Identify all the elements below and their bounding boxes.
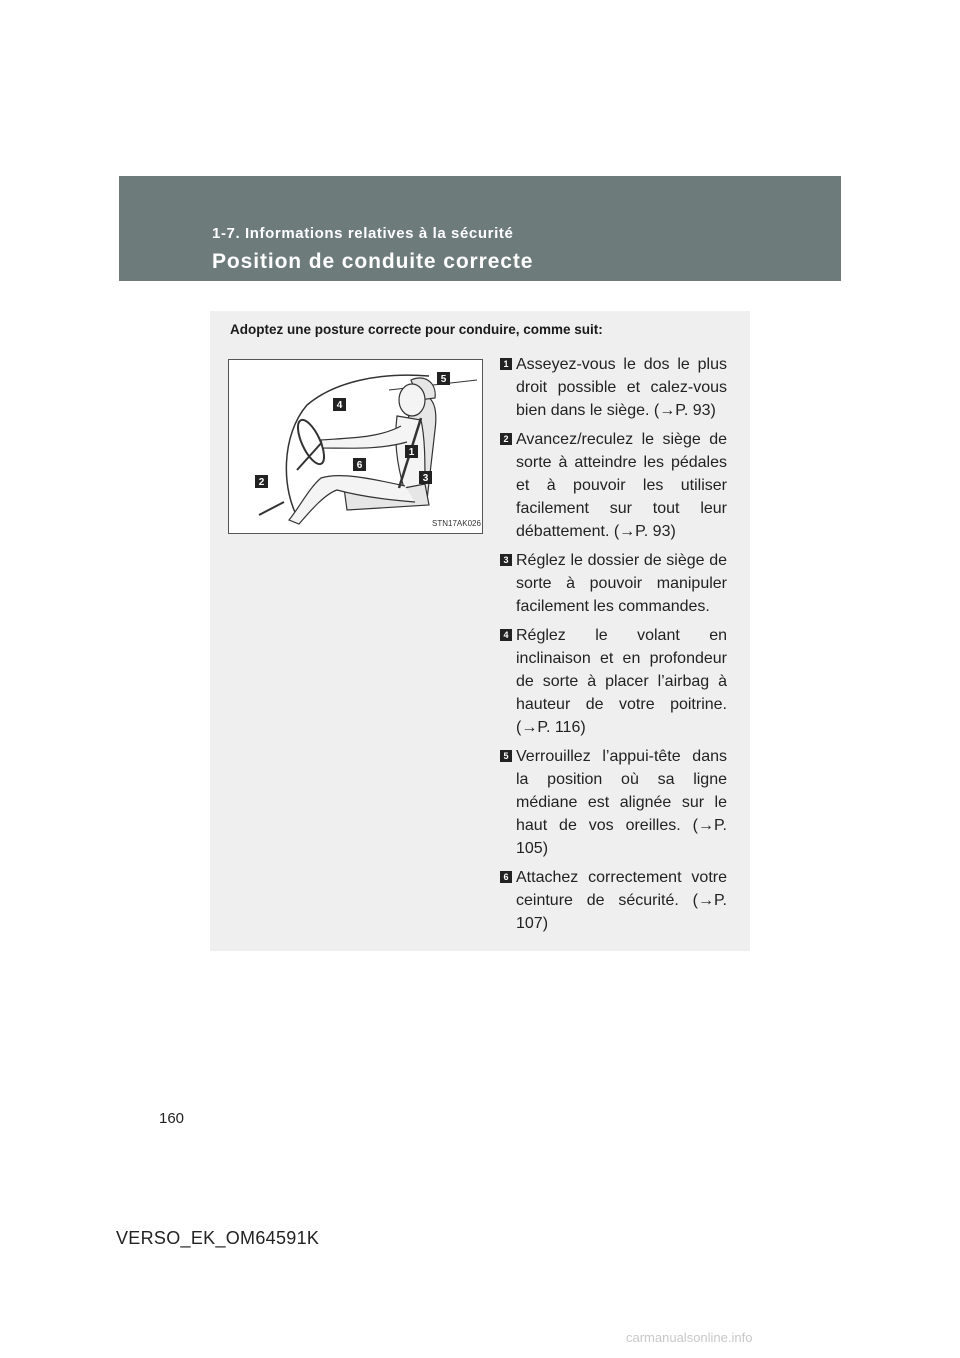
watermark: carmanualsonline.info bbox=[626, 1330, 753, 1345]
illustration-code: STN17AK026 bbox=[432, 519, 481, 528]
step-list bbox=[500, 353, 727, 941]
svg-text:4: 4 bbox=[336, 400, 343, 411]
step-number-badge: 1 bbox=[500, 358, 512, 370]
step-text: Réglez le dossier de siège de sorte à pouvoir manipuler facilement les commandes. bbox=[516, 552, 727, 615]
svg-text:2: 2 bbox=[258, 477, 265, 488]
step-text: Verrouillez l’appui-tête dans la position où sa ligne médiane est alignée sur le haut de vos oreilles. (→P. 105) bbox=[516, 748, 727, 857]
content-panel bbox=[210, 311, 750, 951]
callout-4 bbox=[333, 398, 346, 411]
page-number: 160 bbox=[159, 1110, 185, 1127]
pedal bbox=[259, 502, 284, 515]
step-item bbox=[500, 353, 727, 422]
step-text: Réglez le volant en inclinaison et en profondeur de sorte à placer l’airbag à hauteur de votre poitrine. (→P. 116) bbox=[516, 627, 727, 736]
step-number-badge: 2 bbox=[500, 433, 512, 445]
driving-position-illustration bbox=[228, 359, 483, 534]
page-title: Position de conduite correcte bbox=[212, 250, 534, 273]
driver-head bbox=[399, 384, 425, 416]
callout-2 bbox=[255, 475, 268, 488]
driver-arm bbox=[321, 426, 407, 448]
section-label: 1-7. Informations relatives à la sécurité bbox=[212, 225, 514, 242]
intro-text: Adoptez une posture correcte pour conduire, comme suit: bbox=[230, 322, 603, 337]
callout-6 bbox=[353, 458, 366, 471]
step-text: Avancez/reculez le siège de sorte à atteindre les pédales et à pouvoir les utiliser facilement sur tout leur débattement. (→P. 93) bbox=[516, 431, 727, 540]
svg-text:3: 3 bbox=[422, 473, 429, 484]
callout-1 bbox=[405, 445, 418, 458]
step-item bbox=[500, 866, 727, 935]
svg-text:6: 6 bbox=[356, 460, 363, 471]
step-item bbox=[500, 624, 727, 739]
steering-column bbox=[297, 440, 324, 470]
document-code: VERSO_EK_OM64591K bbox=[116, 1228, 320, 1248]
step-item bbox=[500, 428, 727, 543]
step-item bbox=[500, 549, 727, 618]
callout-5 bbox=[437, 372, 450, 385]
step-number-badge: 5 bbox=[500, 750, 512, 762]
chapter-header bbox=[119, 176, 841, 281]
step-number-badge: 4 bbox=[500, 629, 512, 641]
step-item bbox=[500, 745, 727, 860]
step-text: Attachez correctement votre ceinture de sécurité. (→P. 107) bbox=[516, 869, 727, 932]
step-number-badge: 3 bbox=[500, 554, 512, 566]
callout-3 bbox=[419, 471, 432, 484]
svg-text:5: 5 bbox=[440, 374, 447, 385]
svg-text:1: 1 bbox=[408, 447, 415, 458]
step-text: Asseyez-vous le dos le plus droit possible et calez-vous bien dans le siège. (→P. 93) bbox=[516, 356, 727, 419]
step-number-badge: 6 bbox=[500, 871, 512, 883]
